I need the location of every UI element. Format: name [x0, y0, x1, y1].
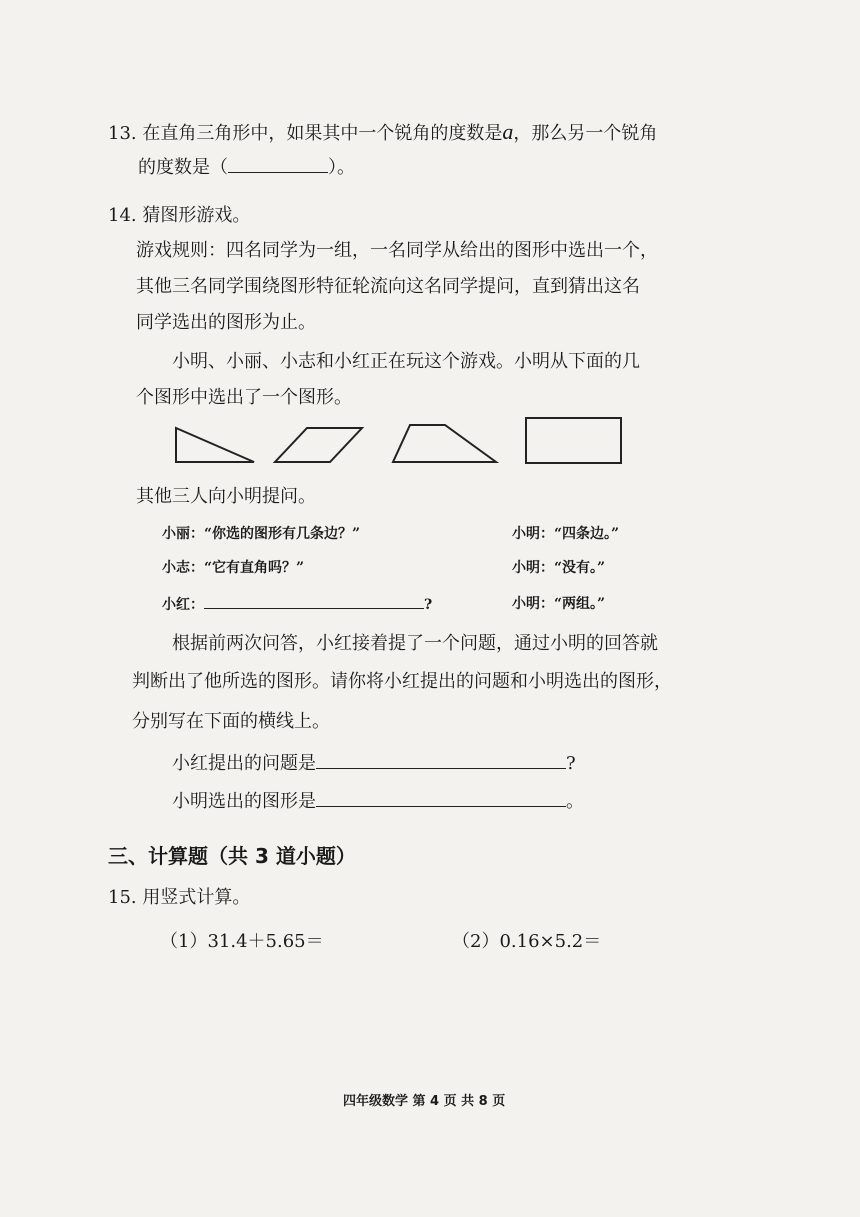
q13-line2: [138, 154, 355, 180]
answer1-end: ?: [566, 753, 576, 774]
q14-story-line: 小明、小丽、小志和小红正在玩这个游戏。小明从下面的几: [172, 351, 640, 372]
dialog-question: 小丽：“你选的图形有几条边？”: [162, 526, 361, 542]
answer1-blank[interactable]: [316, 750, 566, 769]
q15-problem-1: （1）31.4＋5.65＝: [160, 931, 324, 952]
q14-rule-line: 同学选出的图形为止。: [136, 312, 316, 333]
parallelogram-figure: [272, 422, 367, 467]
q14-story-line: 个图形中选出了一个图形。: [136, 387, 352, 408]
xiaohong-question-blank[interactable]: [204, 594, 424, 609]
dialog-answer: 小明：“两组。”: [512, 596, 606, 612]
dialog-question: 小志：“它有直角吗？”: [162, 560, 305, 576]
dialog-question-speaker: 小红：: [162, 597, 204, 613]
q13-line2-end: ）。: [328, 157, 355, 178]
q15-title: 15. 用竖式计算。: [108, 887, 251, 908]
q14-conclusion-line: 判断出了他所选的图形。请你将小红提出的问题和小明选出的图形，: [132, 671, 672, 692]
answer2-blank[interactable]: [316, 788, 566, 807]
q14-rule-line: 游戏规则：四名同学为一组，一名同学从给出的图形中选出一个，: [136, 240, 658, 261]
trapezoid-figure: [390, 420, 500, 468]
q13-text: 13. 在直角三角形中，如果其中一个锐角的度数是: [108, 123, 503, 144]
section-title: 三、计算题（共 3 道小题）: [108, 844, 356, 868]
rectangle-figure: [522, 415, 624, 467]
q13-line1: [108, 120, 657, 146]
dialog-answer: 小明：“四条边。”: [512, 526, 620, 542]
q14-conclusion-line: 分别写在下面的横线上。: [132, 711, 330, 732]
q13-answer-blank[interactable]: [228, 154, 328, 173]
q13-variable: a: [502, 119, 514, 144]
answer2-end: 。: [566, 791, 584, 812]
answer1-row: [172, 750, 576, 776]
q15-problem-2: （2）0.16×5.2＝: [452, 931, 602, 952]
right-triangle-figure: [170, 422, 260, 467]
dialog-answer: 小明：“没有。”: [512, 560, 606, 576]
answer1-label: 小红提出的问题是: [172, 753, 316, 774]
page-footer: 四年级数学 第 4 页 共 8 页: [343, 1094, 506, 1109]
dialog-question-blank-row: [162, 594, 432, 615]
q14-conclusion-line: 根据前两次问答，小红接着提了一个问题，通过小明的回答就: [172, 633, 658, 654]
answer2-label: 小明选出的图形是: [172, 791, 316, 812]
answer2-row: [172, 788, 584, 814]
q14-ask-intro: 其他三人向小明提问。: [136, 486, 316, 507]
q14-title: 14. 猜图形游戏。: [108, 205, 251, 226]
q13-line2-start: 的度数是（: [138, 157, 228, 178]
q13-text-end: ，那么另一个锐角: [513, 123, 658, 144]
dialog-question-mark: ?: [424, 597, 433, 613]
q14-rule-line: 其他三名同学围绕图形特征轮流向这名同学提问，直到猜出这名: [136, 276, 640, 297]
